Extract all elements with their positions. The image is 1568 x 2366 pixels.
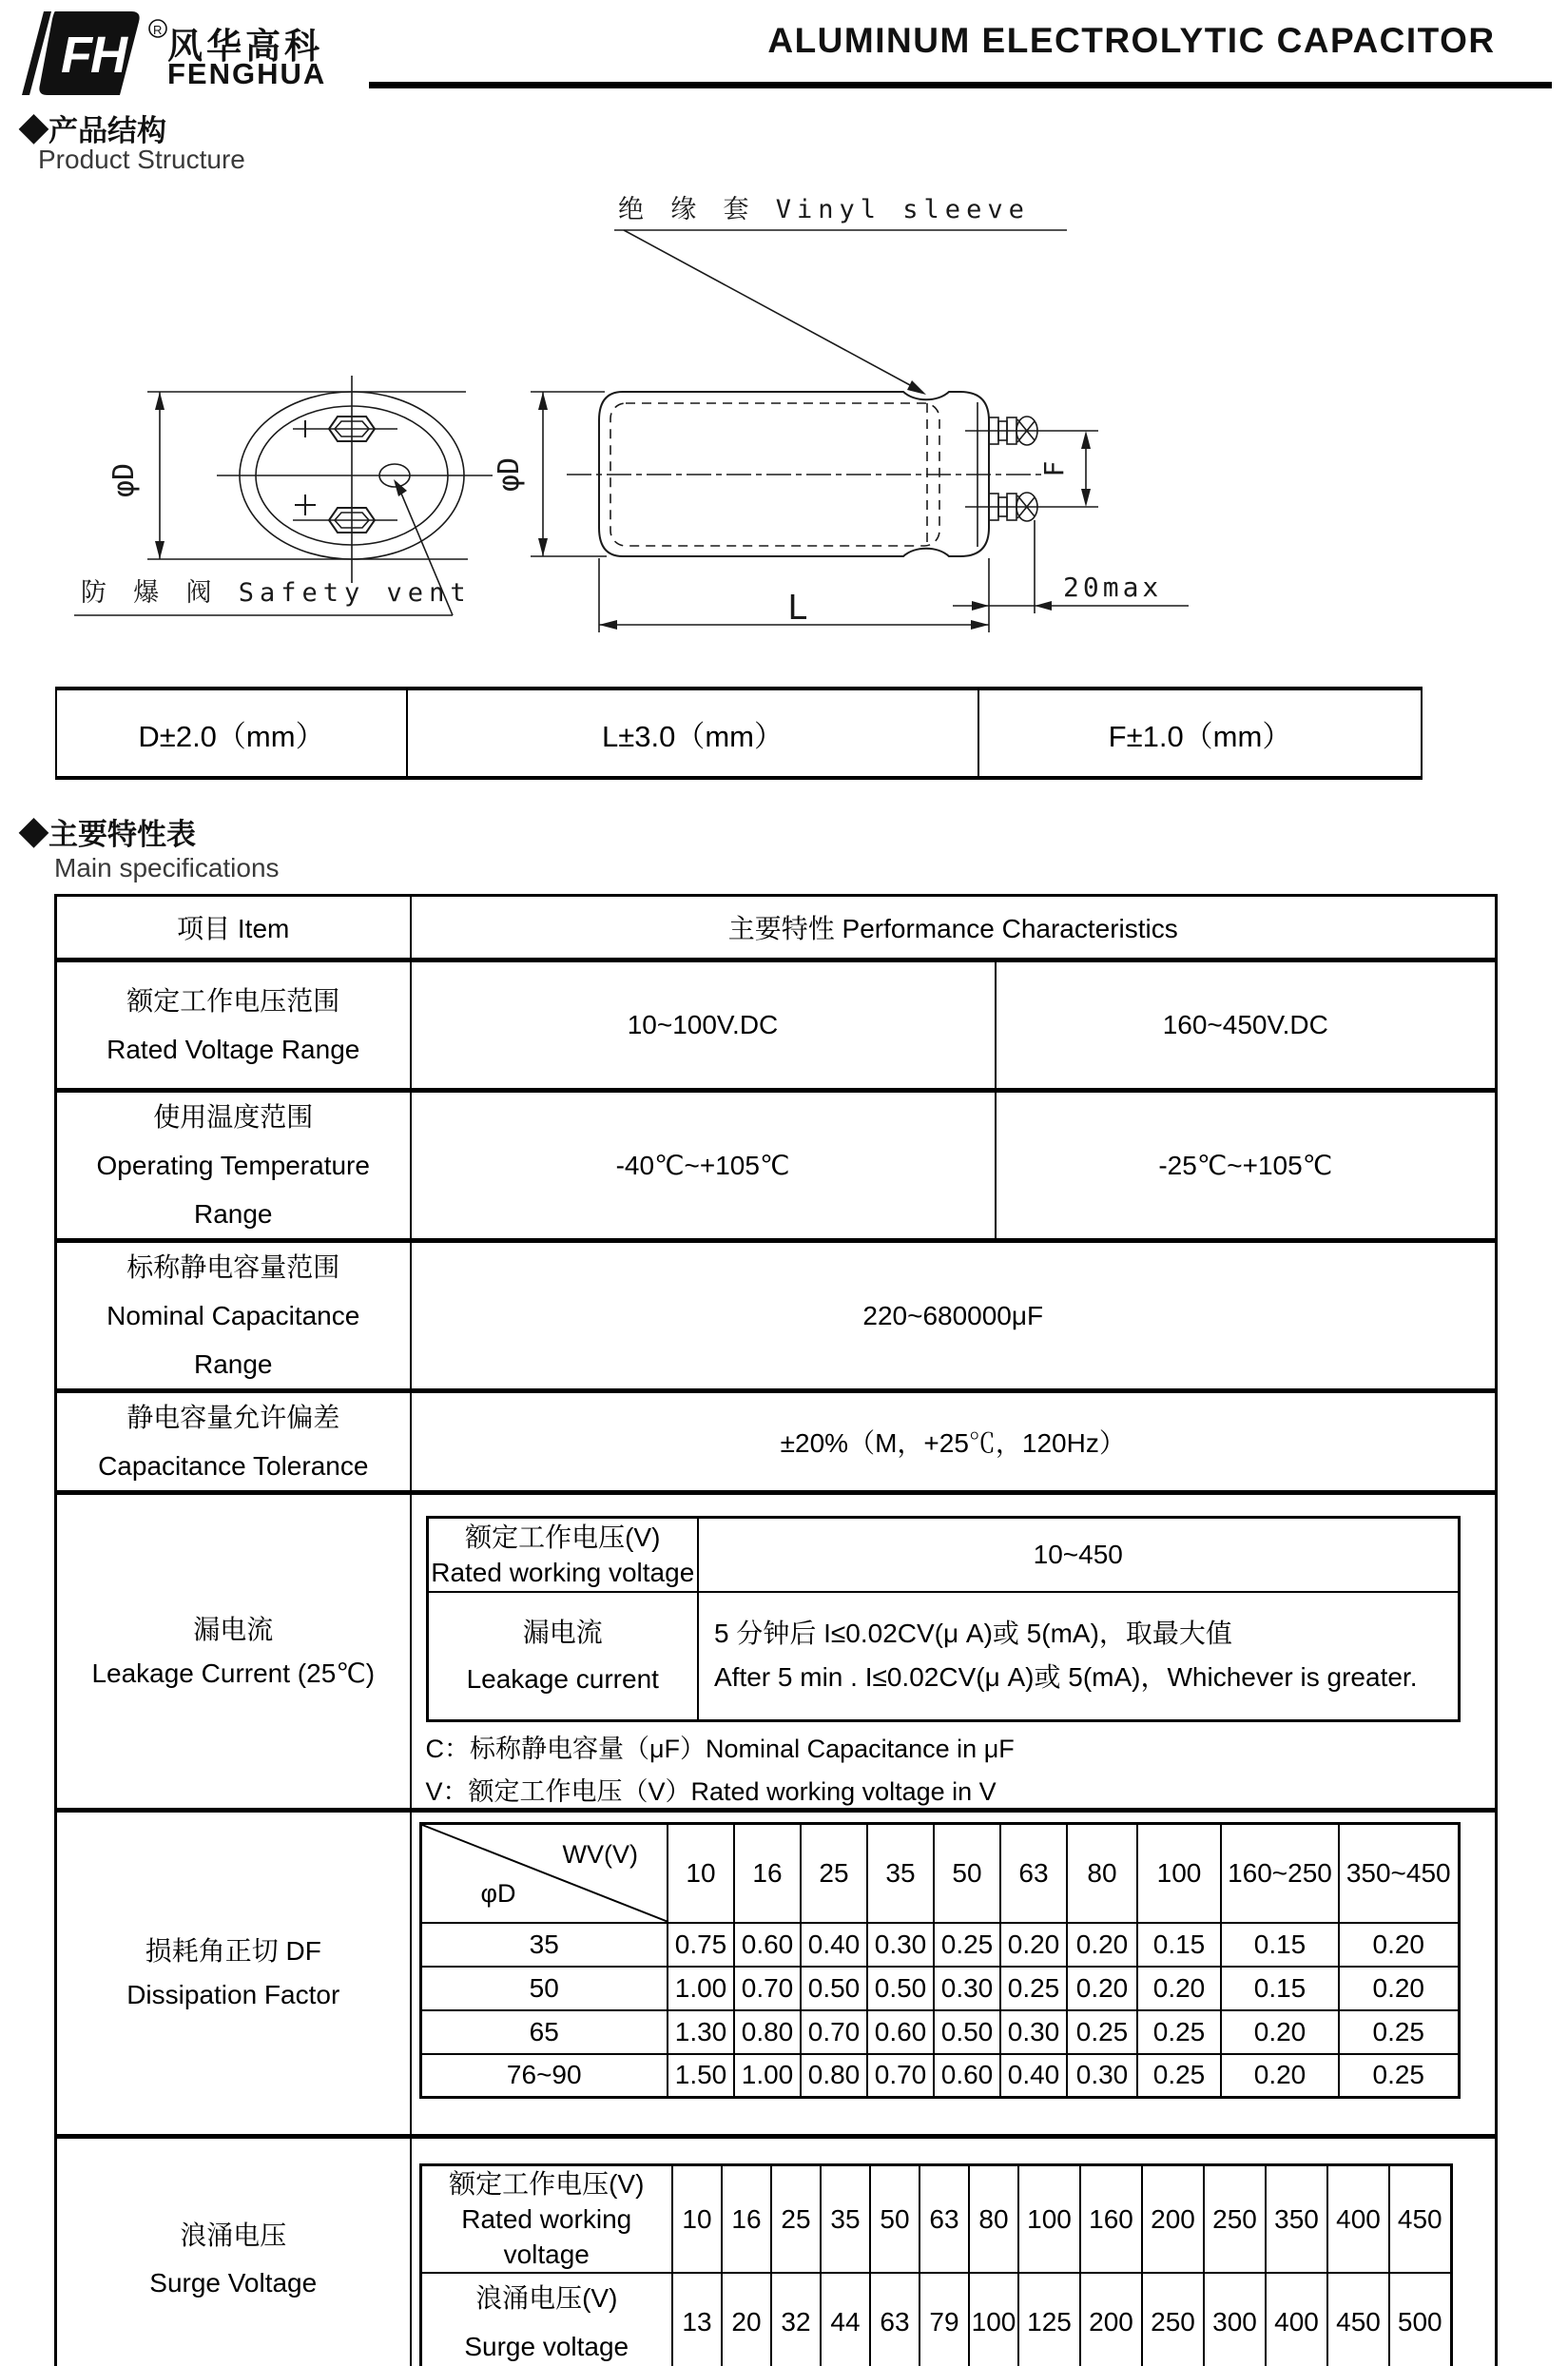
surge-rated-row [420, 2165, 1451, 2274]
logo-name-cn: 风华高科 [167, 27, 323, 66]
col-header-performance: 主要特性 Performance Characteristics [411, 896, 1497, 960]
surge-voltage-value: 63 [870, 2273, 920, 2366]
surge-voltage-value: 500 [1389, 2273, 1451, 2366]
terminal-top [965, 417, 1098, 445]
df-value: 0.25 [1339, 2010, 1459, 2054]
surge-voltage-value: 450 [1327, 2273, 1389, 2366]
df-diameter: 35 [420, 1923, 668, 1967]
leakage-note-v: V：额定工作电压（V）Rated working voltage in V [425, 1777, 997, 1806]
df-voltage-header: 25 [801, 1824, 867, 1923]
nominal-capacitance-value: 220~680000μF [411, 1241, 1497, 1391]
surge-voltage-label [420, 2273, 672, 2366]
nominal-capacitance-label-en1: Nominal Capacitance [106, 1301, 360, 1330]
vinyl-sleeve-label: 绝 缘 套 Vinyl sleeve [618, 195, 1030, 224]
leakage-spec-line1: 5 分钟后 I≤0.02CV(μ A)或 5(mA)，取最大值 [714, 1619, 1232, 1649]
df-value: 0.50 [801, 1967, 867, 2010]
leakage-label-cn: 漏电流 [193, 1614, 274, 1644]
surge-rated-value: 200 [1142, 2165, 1204, 2274]
df-voltage-header: 350~450 [1339, 1824, 1459, 1923]
dim-diameter-side-label: φD [493, 456, 526, 493]
svg-text:R: R [153, 23, 163, 37]
surge-rated-value: 10 [672, 2165, 722, 2274]
df-value: 0.70 [867, 2054, 934, 2098]
df-label-cn: 损耗角正切 DF [145, 1936, 321, 1966]
df-value: 0.15 [1221, 1923, 1339, 1967]
df-corner-cell [420, 1824, 668, 1923]
nominal-capacitance-row [56, 1241, 1497, 1391]
df-value: 0.25 [1137, 2010, 1221, 2054]
df-voltage-header: 80 [1067, 1824, 1137, 1923]
df-value: 0.20 [1067, 1967, 1137, 2010]
surge-inner-table [419, 2163, 1453, 2366]
surge-rated-value: 35 [821, 2165, 870, 2274]
df-value: 0.50 [934, 2010, 1000, 2054]
surge-voltage-value: 400 [1266, 2273, 1327, 2366]
df-voltage-header: 160~250 [1221, 1824, 1339, 1923]
specs-heading-cn: ◆主要特性表 [19, 818, 196, 851]
leakage-inner-table [426, 1516, 1461, 1722]
surge-rated-label-en: Rated working voltage [461, 2204, 632, 2269]
surge-rated-value: 160 [1080, 2165, 1142, 2274]
leakage-current-label-cn: 漏电流 [522, 1618, 603, 1648]
df-voltage-header: 10 [668, 1824, 734, 1923]
rated-voltage-low: 10~100V.DC [411, 960, 996, 1091]
df-corner-phid: φD [480, 1878, 516, 1908]
operating-temp-low: -40℃~+105℃ [411, 1091, 996, 1241]
df-value: 0.25 [1137, 2054, 1221, 2098]
capacitance-tolerance-label-cn: 静电容量允许偏差 [126, 1403, 340, 1432]
operating-temp-high: -25℃~+105℃ [996, 1091, 1497, 1241]
df-value: 0.15 [1221, 1967, 1339, 2010]
df-diameter: 50 [420, 1967, 668, 2010]
leakage-content [411, 1493, 1497, 1811]
df-value: 0.30 [1067, 2054, 1137, 2098]
leakage-current-label [427, 1592, 698, 1721]
df-voltage-header: 16 [734, 1824, 801, 1923]
plus-polarity-mark [295, 495, 316, 515]
capacitance-tolerance-row [56, 1391, 1497, 1493]
operating-temp-row [56, 1091, 1497, 1241]
surge-voltage-value: 44 [821, 2273, 870, 2366]
df-value: 0.25 [1000, 1967, 1067, 2010]
df-data-row [420, 2010, 1459, 2054]
surge-rated-value: 250 [1204, 2165, 1266, 2274]
df-value: 0.20 [1067, 1923, 1137, 1967]
df-value: 0.25 [1339, 2054, 1459, 2098]
leakage-spec-line2: After 5 min . I≤0.02CV(μ A)或 5(mA)，Whichever is greater. [714, 1662, 1418, 1693]
df-value: 0.20 [1137, 1967, 1221, 2010]
surge-rated-value: 50 [870, 2165, 920, 2274]
df-value: 0.70 [734, 1967, 801, 2010]
df-value: 0.30 [867, 1923, 934, 1967]
df-value: 0.60 [934, 2054, 1000, 2098]
df-value: 0.60 [734, 1923, 801, 1967]
leakage-current-spec [698, 1592, 1459, 1721]
surge-rated-value: 100 [1018, 2165, 1080, 2274]
leakage-label [56, 1493, 411, 1811]
df-diameter: 65 [420, 2010, 668, 2054]
df-value: 0.25 [934, 1923, 1000, 1967]
df-value: 0.20 [1221, 2054, 1339, 2098]
operating-temp-label [56, 1091, 411, 1241]
dim-terminal-label: 20max [1063, 572, 1163, 603]
product-structure-drawing [38, 185, 1227, 642]
rated-voltage-label-en: Rated Voltage Range [106, 1035, 360, 1064]
tolerance-table [55, 687, 1423, 780]
df-value: 0.75 [668, 1923, 734, 1967]
surge-row [56, 2137, 1497, 2366]
surge-voltage-value: 250 [1142, 2273, 1204, 2366]
dim-diameter-label: φD [107, 462, 141, 498]
df-voltage-header: 35 [867, 1824, 934, 1923]
structure-heading-en: Product Structure [38, 145, 245, 174]
surge-rated-label [420, 2165, 672, 2274]
df-data-row [420, 1967, 1459, 2010]
terminal-bottom [965, 493, 1098, 521]
surge-label-en: Surge Voltage [149, 2268, 318, 2298]
surge-voltage-value: 100 [969, 2273, 1018, 2366]
page-title: ALUMINUM ELECTROLYTIC CAPACITOR [767, 21, 1496, 60]
df-value: 1.50 [668, 2054, 734, 2098]
surge-rated-value: 80 [969, 2165, 1018, 2274]
tolerance-d: D±2.0（mm） [56, 688, 407, 778]
surge-voltage-value: 32 [771, 2273, 821, 2366]
df-inner-table [419, 1822, 1461, 2099]
surge-rated-value: 25 [771, 2165, 821, 2274]
leakage-rwv-label [427, 1518, 698, 1592]
df-value: 0.20 [1221, 2010, 1339, 2054]
surge-voltage-row [420, 2273, 1451, 2366]
svg-text:FH: FH [61, 27, 126, 84]
surge-voltage-value: 13 [672, 2273, 722, 2366]
df-header-row [420, 1824, 1459, 1923]
df-value: 0.20 [1339, 1923, 1459, 1967]
operating-temp-label-en1: Operating Temperature [96, 1151, 370, 1180]
col-header-item: 项目 Item [56, 896, 411, 960]
leakage-label-en: Leakage Current (25℃) [91, 1658, 376, 1688]
df-data-row [420, 1923, 1459, 1967]
df-data-row [420, 2054, 1459, 2098]
leakage-note-c: C：标称静电容量（μF）Nominal Capacitance in μF [425, 1735, 1015, 1763]
leakage-rwv-label-en: Rated working voltage [431, 1557, 695, 1587]
df-label [56, 1811, 411, 2137]
rated-voltage-label-cn: 额定工作电压范围 [126, 986, 340, 1016]
dim-lead-spacing-label: F [1038, 460, 1070, 477]
df-value: 0.30 [934, 1967, 1000, 2010]
surge-voltage-value: 20 [722, 2273, 771, 2366]
rated-voltage-label [56, 960, 411, 1091]
surge-voltage-value: 125 [1018, 2273, 1080, 2366]
df-value: 0.80 [734, 2010, 801, 2054]
df-value: 0.25 [1067, 2010, 1137, 2054]
fenghua-logo-icon [17, 8, 174, 99]
surge-label-cn: 浪涌电压 [180, 2221, 287, 2250]
tolerance-f: F±1.0（mm） [978, 688, 1422, 778]
df-value: 0.40 [1000, 2054, 1067, 2098]
surge-voltage-label-en: Surge voltage [464, 2331, 629, 2361]
df-content [411, 1811, 1497, 2137]
leakage-rwv-value: 10~450 [698, 1518, 1459, 1592]
tolerance-row [56, 688, 1422, 778]
df-value: 0.70 [801, 2010, 867, 2054]
df-value: 0.40 [801, 1923, 867, 1967]
df-label-en: Dissipation Factor [126, 1980, 340, 2009]
capacitance-tolerance-label [56, 1391, 411, 1493]
surge-voltage-value: 200 [1080, 2273, 1142, 2366]
df-value: 1.00 [734, 2054, 801, 2098]
rated-voltage-row [56, 960, 1497, 1091]
surge-rated-value: 400 [1327, 2165, 1389, 2274]
df-voltage-header: 100 [1137, 1824, 1221, 1923]
surge-content [411, 2137, 1497, 2366]
df-value: 1.00 [668, 1967, 734, 2010]
surge-voltage-value: 79 [920, 2273, 969, 2366]
operating-temp-label-en2: Range [193, 1199, 273, 1229]
safety-vent-label: 防 爆 阀 Safety vent [81, 578, 472, 608]
surge-rated-value: 450 [1389, 2165, 1451, 2274]
df-value: 0.80 [801, 2054, 867, 2098]
leakage-current-row [427, 1592, 1459, 1721]
df-diameter: 76~90 [420, 2054, 668, 2098]
surge-rated-value: 16 [722, 2165, 771, 2274]
header-rule [369, 82, 1552, 88]
rated-voltage-high: 160~450V.DC [996, 960, 1497, 1091]
df-value: 0.60 [867, 2010, 934, 2054]
logo-name-en: FENGHUA [167, 57, 327, 90]
df-value: 0.30 [1000, 2010, 1067, 2054]
surge-label [56, 2137, 411, 2366]
capacitance-tolerance-label-en: Capacitance Tolerance [98, 1451, 369, 1481]
main-spec-table [54, 894, 1498, 2366]
capacitance-tolerance-value: ±20%（M，+25℃，120Hz） [411, 1391, 1497, 1493]
df-corner-wv: WV(V) [562, 1840, 638, 1869]
leakage-notes [426, 1734, 1496, 1808]
df-voltage-header: 50 [934, 1824, 1000, 1923]
surge-rated-value: 350 [1266, 2165, 1327, 2274]
leakage-rwv-row [427, 1518, 1459, 1592]
df-row [56, 1811, 1497, 2137]
nominal-capacitance-label-cn: 标称静电容量范围 [126, 1252, 340, 1282]
spec-header-row [56, 896, 1497, 960]
surge-voltage-value: 300 [1204, 2273, 1266, 2366]
tolerance-l: L±3.0（mm） [407, 688, 978, 778]
nominal-capacitance-label [56, 1241, 411, 1391]
df-value: 0.20 [1000, 1923, 1067, 1967]
specs-heading-en: Main specifications [54, 853, 280, 882]
nominal-capacitance-label-en2: Range [193, 1349, 273, 1379]
operating-temp-label-cn: 使用温度范围 [153, 1102, 314, 1132]
surge-voltage-label-cn: 浪涌电压(V) [475, 2282, 618, 2313]
surge-rated-value: 63 [920, 2165, 969, 2274]
df-value: 0.50 [867, 1967, 934, 2010]
leakage-rwv-label-cn: 额定工作电压(V) [465, 1522, 661, 1552]
surge-rated-label-cn: 额定工作电压(V) [449, 2169, 645, 2199]
leakage-row [56, 1493, 1497, 1811]
leakage-current-label-en: Leakage current [466, 1664, 659, 1695]
df-value: 0.15 [1137, 1923, 1221, 1967]
df-voltage-header: 63 [1000, 1824, 1067, 1923]
df-value: 1.30 [668, 2010, 734, 2054]
structure-heading-cn: ◆产品结构 [19, 114, 166, 147]
dim-length-label: L [787, 589, 808, 628]
df-value: 0.20 [1339, 1967, 1459, 2010]
